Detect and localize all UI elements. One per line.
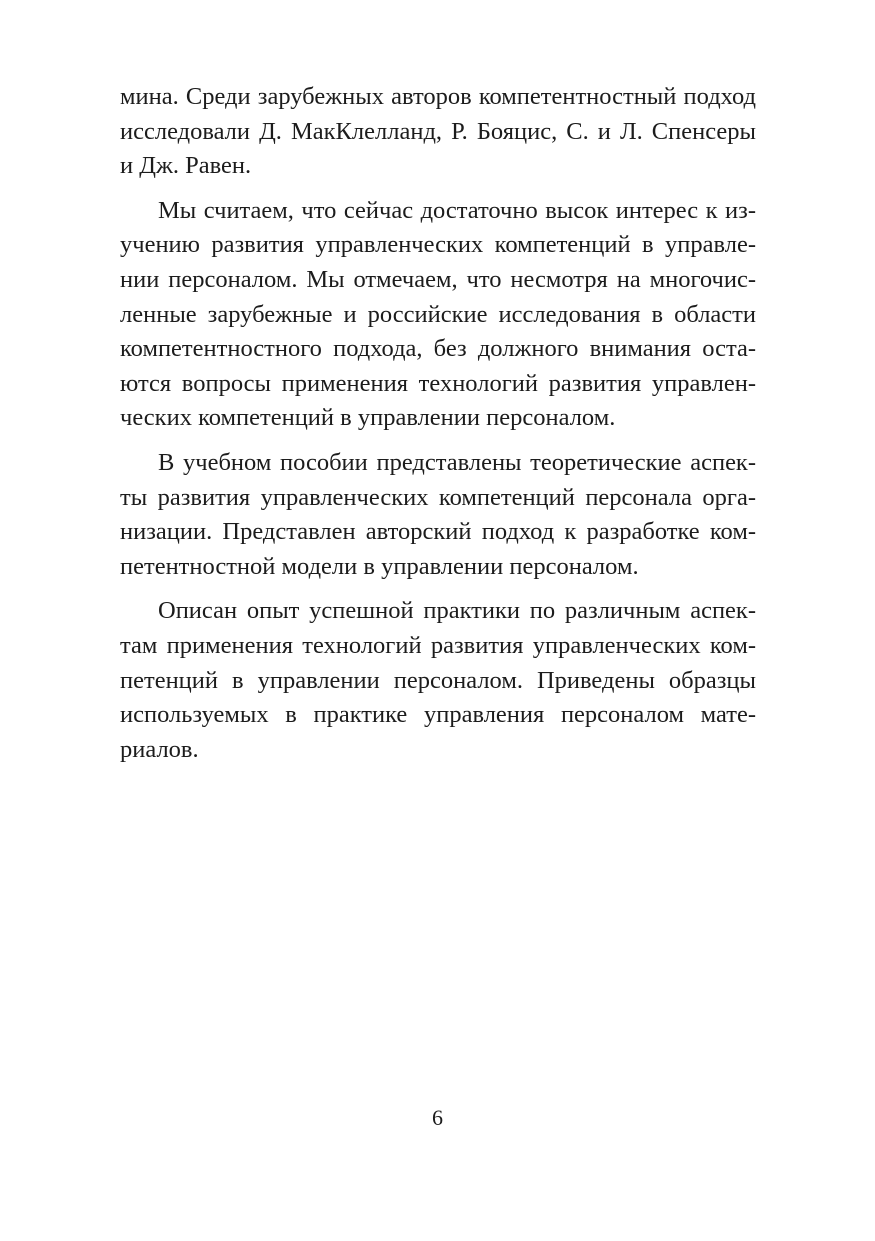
paragraph-1 <box>120 80 756 184</box>
text-line: Мы считаем, что сейчас достаточно высок интерес к из- <box>158 196 756 224</box>
text-line: ются вопросы применения технологий развития управлен- <box>120 369 756 397</box>
paragraph-4 <box>120 594 756 767</box>
text-line: риалов. <box>120 735 199 763</box>
paragraph-3 <box>120 446 756 584</box>
text-line: ленные зарубежные и российские исследования в области <box>120 300 756 328</box>
text-line: петентностной модели в управлении персоналом. <box>120 552 639 580</box>
text-line: и Дж. Равен. <box>120 152 252 180</box>
page-body-text <box>120 80 756 767</box>
text-line: ческих компетенций в управлении персоналом. <box>120 404 616 432</box>
text-line: петенций в управлении персоналом. Приведены образцы <box>120 666 756 694</box>
text-line: ты развития управленческих компетенций персонала орга- <box>120 483 756 511</box>
text-line: используемых в практике управления персоналом мате- <box>120 701 756 729</box>
text-line: учению развития управленческих компетенций в управле- <box>120 231 756 259</box>
text-line: В учебном пособии представлены теоретические аспек- <box>158 448 756 476</box>
text-line: мина. Среди зарубежных авторов компетентностный подход <box>120 83 756 110</box>
text-line: компетентностного подхода, без должного внимания оста- <box>120 335 756 363</box>
paragraph-2 <box>120 194 756 436</box>
text-line: нии персоналом. Мы отмечаем, что несмотря на многочис- <box>120 265 756 293</box>
text-line: низации. Представлен авторский подход к разработке ком- <box>120 518 756 546</box>
page-number: 6 <box>432 1105 443 1130</box>
text-line: Описан опыт успешной практики по различным аспек- <box>158 597 756 625</box>
text-line: исследовали Д. МакКлелланд, Р. Бояцис, С. и Л. Спенсеры <box>120 117 756 145</box>
text-line: там применения технологий развития управленческих ком- <box>120 631 756 659</box>
